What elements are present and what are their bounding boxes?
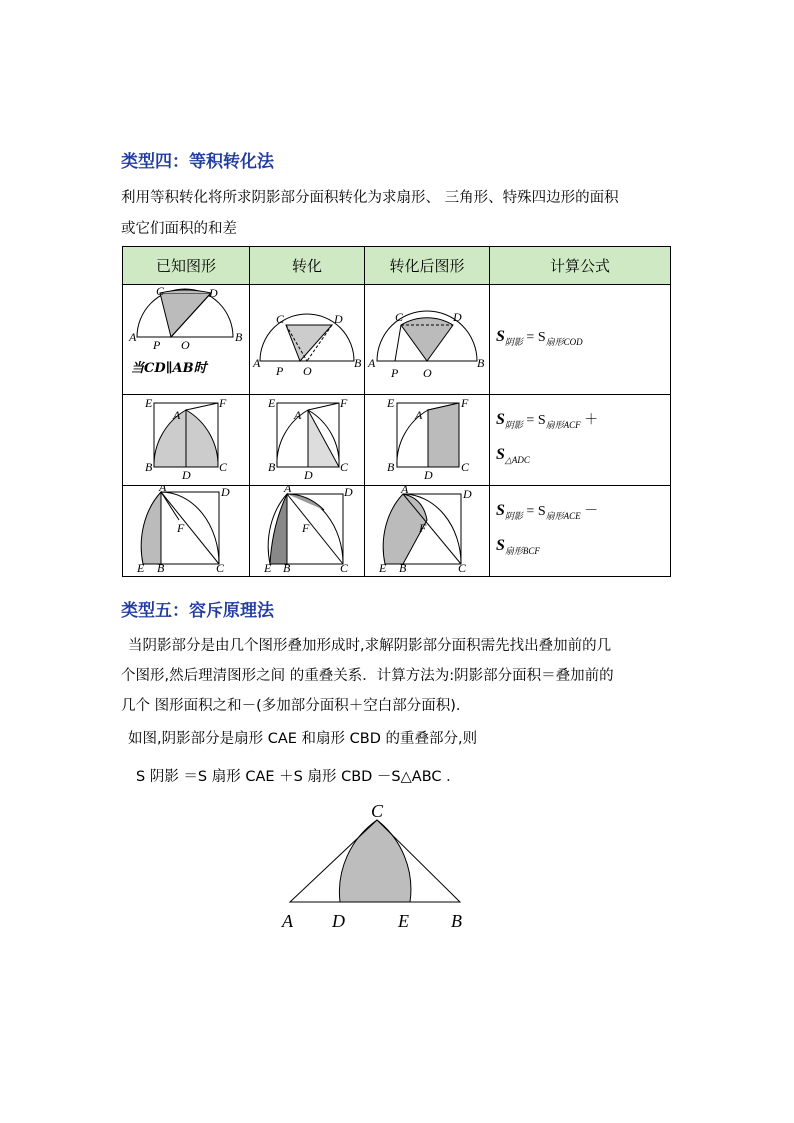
fig-r1-known (123, 285, 250, 395)
svg-text:P: P (391, 365, 399, 380)
header-result: 转化后图形 (365, 247, 490, 285)
svg-text:D: D (463, 487, 472, 501)
svg-text:B: B (451, 911, 462, 931)
svg-text:C: C (340, 460, 349, 474)
svg-text:F: F (177, 521, 185, 535)
svg-text:D: D (424, 468, 433, 481)
section5-text-line3: 几个 图形面积之和－(多加部分面积＋空白部分面积)． (121, 698, 471, 714)
svg-text:E: E (398, 911, 409, 931)
fig-r1-convert (250, 285, 365, 395)
svg-text:C: C (216, 561, 225, 572)
formula-r3: $S_{阴影} = S_{扇形ACE}$ － $S_{扇形BCF}$ (490, 486, 671, 577)
svg-text:C: C (276, 311, 285, 326)
svg-text:C: C (340, 561, 349, 572)
svg-text:C: C (219, 460, 228, 474)
svg-text:A: A (401, 486, 409, 496)
svg-text:D: D (304, 468, 313, 481)
section4-text-line1: 利用等积转化将所求阴影部分面积转化为求扇形、 三角形、特殊四边形的面积 (121, 190, 619, 206)
svg-text:D: D (334, 311, 343, 326)
svg-text:P: P (153, 338, 161, 352)
header-known: 已知图形 (123, 247, 250, 285)
svg-text:F: F (302, 521, 310, 535)
svg-text:A: A (294, 408, 302, 422)
svg-text:C: C (458, 561, 467, 572)
formula-r1: $S_{阴影} = S_{扇形COD}$ (490, 285, 671, 395)
svg-text:A: A (159, 486, 167, 494)
svg-text:E: E (137, 561, 145, 572)
svg-text:A: A (173, 408, 181, 422)
svg-text:D: D (344, 486, 353, 499)
svg-text:F: F (461, 396, 469, 410)
svg-text:B: B (145, 460, 153, 474)
svg-text:O: O (181, 338, 190, 352)
section5-text-line1: 当阴影部分是由几个图形叠加形成时,求解阴影部分面积需先找出叠加前的几 (128, 638, 612, 654)
fig-r3-known (123, 486, 250, 577)
row1-condition: 当CD∥AB时 (131, 361, 207, 376)
svg-text:B: B (477, 355, 485, 370)
fig-r3-result (365, 486, 490, 577)
section5-heading: 类型五：容斥原理法 (121, 601, 274, 621)
svg-text:D: D (209, 286, 218, 300)
header-formula: 计算公式 (490, 247, 671, 285)
section4-text-line2: 或它们面积的和差 (121, 221, 237, 237)
svg-text:A: A (282, 911, 293, 931)
section4-heading: 类型四：等积转化法 (121, 152, 274, 172)
svg-text:E: E (145, 396, 153, 410)
svg-text:F: F (340, 396, 348, 410)
svg-text:C: C (156, 285, 165, 298)
fig-r1-result (365, 285, 490, 395)
svg-text:P: P (276, 363, 284, 378)
fig-r2-known (123, 395, 250, 486)
svg-text:D: D (221, 486, 230, 499)
svg-text:A: A (253, 355, 261, 370)
svg-text:C: C (371, 801, 384, 821)
svg-text:A: A (415, 408, 423, 422)
svg-text:B: B (387, 460, 395, 474)
svg-text:F: F (419, 521, 427, 535)
svg-text:A: A (368, 355, 376, 370)
svg-text:E: E (264, 561, 272, 572)
section5-text-line2: 个图形,然后理清图形之间 的重叠关系．计算方法为:阴影部分面积＝叠加前的 (121, 668, 614, 684)
svg-text:E: E (387, 396, 395, 410)
svg-text:B: B (283, 561, 291, 572)
svg-text:D: D (182, 468, 191, 481)
fig-r2-result (365, 395, 490, 486)
svg-text:B: B (399, 561, 407, 572)
header-convert: 转化 (250, 247, 365, 285)
svg-text:E: E (379, 561, 387, 572)
svg-text:B: B (354, 355, 362, 370)
fig-r2-convert (250, 395, 365, 486)
svg-text:B: B (268, 460, 276, 474)
fig-r3-convert (250, 486, 365, 577)
svg-text:C: C (395, 309, 404, 324)
svg-text:C: C (461, 460, 470, 474)
svg-text:B: B (157, 561, 165, 572)
svg-text:A: A (129, 330, 137, 344)
svg-text:A: A (284, 486, 292, 495)
svg-text:F: F (219, 396, 227, 410)
conversion-table (122, 246, 671, 577)
svg-text:D: D (332, 911, 345, 931)
svg-text:O: O (423, 365, 432, 380)
overlap-figure (270, 795, 490, 935)
svg-text:B: B (235, 330, 243, 344)
svg-text:E: E (268, 396, 276, 410)
section5-text-line4: 如图,阴影部分是扇形 CAE 和扇形 CBD 的重叠部分,则 (128, 731, 478, 747)
svg-text:O: O (303, 363, 312, 378)
svg-text:D: D (453, 309, 462, 324)
formula-r2: $S_{阴影} = S_{扇形ACF}$ ＋ $S_{\triangle ADC}$ (490, 395, 671, 486)
section5-formula: S 阴影 ＝S 扇形 CAE ＋S 扇形 CBD －S△ABC ． (136, 769, 461, 785)
